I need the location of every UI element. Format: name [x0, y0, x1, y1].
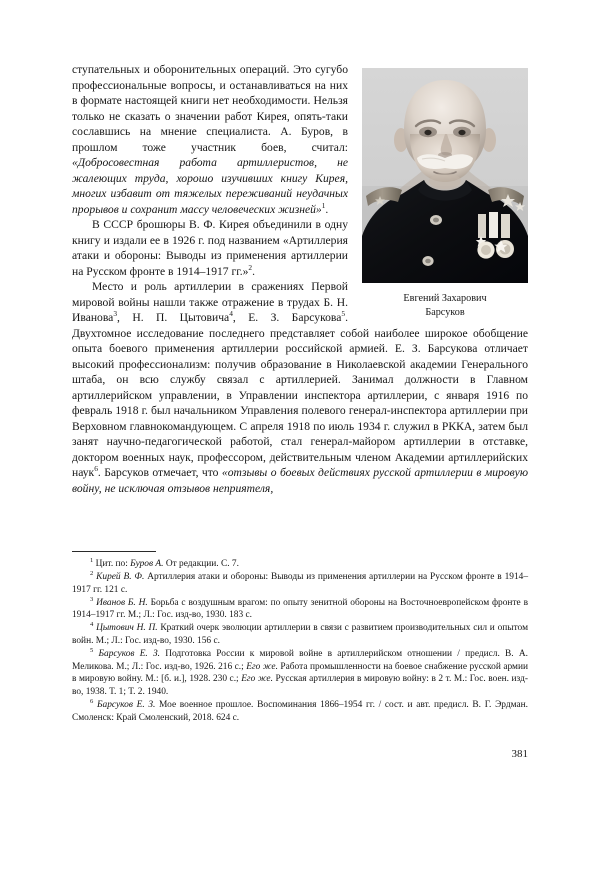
body-text-column: [72, 62, 528, 496]
footnote-item: $^4$ Цытович Н. П. Краткий очерк эволюции артиллерии в связи с развитием производительных сил и опытом войн. М.; Л.: Гос. изд-во, 1930. 156 с.: [72, 621, 529, 647]
page-number: 381: [511, 748, 528, 760]
footnote-item: $^6$ Барсуков Е. З. Мое военное прошлое. Воспоминания 1866–1954 гг. / сост. и авт. предисл. В. Г. Эрдман. Смоленск: Край Смоленский, 2018. 624 с.: [72, 697, 528, 723]
portrait-image: [362, 68, 528, 283]
figure-caption: [362, 292, 528, 319]
footnote-item: $^1$ Цит. по: Буров А. От редакции. С. 7.: [90, 556, 239, 569]
paragraph-3: Место и роль артиллерии в сражениях Первой мировой войны нашли также отражение в трудах Б. Н. Иванова$^3$, Н. П. Цытовича$^4$, Е. З. Барсукова$^5$. Двухтомное исследование последнего представляет собой наиболее широкое обобщение опыта боевого применения артиллерии российской армией. Е. З. Барсукова отличает высокий профессионализм: получив образование в Николаевской академии Генерального штаба, он всю службу связал с артиллерией. Занимал должности в Главном артиллерийском управлении, в Управлении инспектора артиллерии, с января 1916 по февраль 1918 г. был начальником Управления полевого генерал-инспектора артиллерии при Верховном главнокомандующем. С апреля 1918 по июль 1934 г. служил в РККА, затем был занят научно-педагогической работой, стал генерал-майором артиллерии в отставке, доктором военных наук, профессором, действительным членом Академии артиллерийских наук$^6$. Барсуков отмечает, что «отзывы о боевых действиях русской артиллерии в мировую войну, не исключая отзывов неприятеля,: [72, 280, 528, 495]
footnote-item: $^2$ Кирей В. Ф. Артиллерия атаки и обороны: Выводы из применения артиллерии на Русском фронте в 1914–1917 гг. 121 с.: [72, 569, 529, 595]
footnotes-section: [72, 551, 528, 725]
figure-caption-line2: Барсуков: [425, 306, 465, 318]
paragraph-2: В СССР брошюры В. Ф. Кирея объединили в одну книгу и издали ее в 1926 г. под названием «Артиллерия атаки и обороны: Выводы из применения артиллерии на Русском фронте в 1914–1917 гг.»$^2$.: [72, 218, 348, 278]
figure-caption-line1: Евгений Захарович: [403, 293, 487, 304]
footnote-item: $^5$ Барсуков Е. З. Подготовка России к мировой войне в артиллерийском отношении / предисл. В. А. Меликова. М.; Л.: Гос. изд-во, 1926. 216 с.; Его же. Работа промышленности на боевое снабжение русской армии в мировую войну. М.: [б. и.], 1928. 230 с.; Его же. Русская артиллерия в мировую войну: в 2 т. М.: Гос. воен. изд-во, 1938. Т. 1; Т. 2. 1940.: [72, 647, 528, 697]
paragraph-1: ступательных и оборонительных операций. Это сугубо профессиональные вопросы, и останавливаться на них в формате настоящей книги нет необходимости. Нельзя только не сказать о значении работ Кирея, опять-таки сославшись на мнение специалиста. А. Буров, в прошлом тоже участник боев, считал: «Добросовестная работа артиллеристов, не жалеющих труда, хорошо изучивших книгу Кирея, многих избавит от тяжелых переживаний неудачных прорывов и сохранит массу человеческих жизней»$^1$.: [72, 63, 348, 216]
figure-portrait-barsukov: [362, 68, 528, 319]
footnote-item: $^3$ Иванов Б. Н. Борьба с воздушным врагом: по опыту зенитной обороны на Восточноевропейском фронте в 1914–1917 гг. М.; Л.: Гос. изд-во, 1930. 183 с.: [72, 595, 528, 621]
footnote-separator-rule: [72, 551, 156, 552]
